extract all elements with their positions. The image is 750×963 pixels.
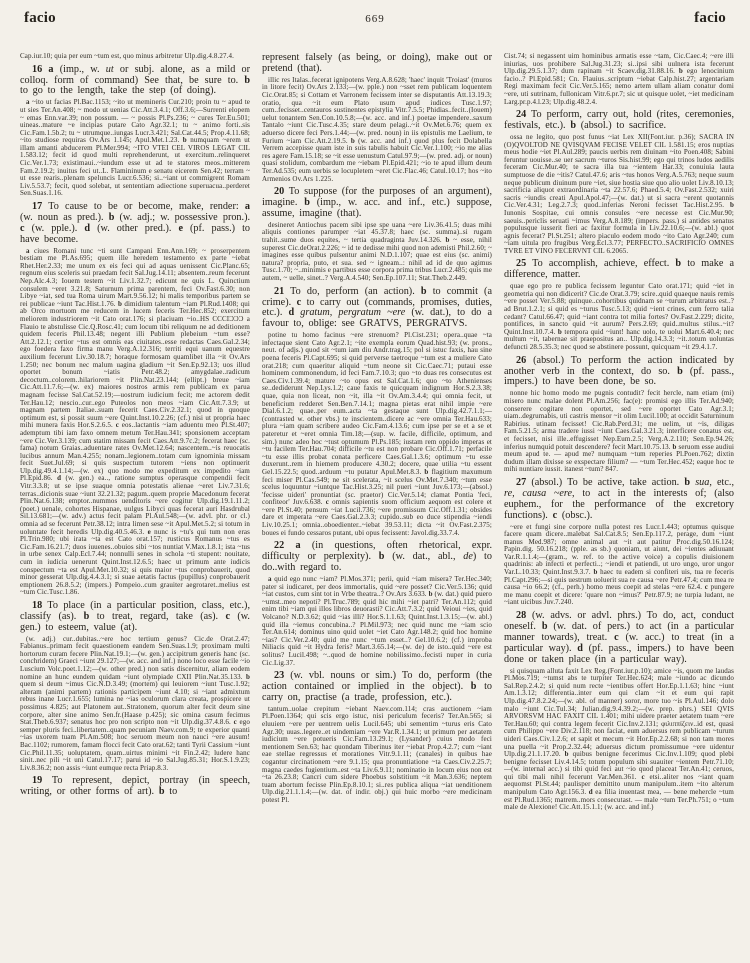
sense-paragraph: 25 To accomplish, achieve, effect. b to make a difference, matter. bbox=[504, 258, 734, 281]
text-columns bbox=[20, 53, 734, 947]
sense-paragraph: 19 To represent, depict, portray (in speech, writing, or other forms of art). b to bbox=[20, 775, 250, 798]
sense-paragraph: 21 To do, perform (an action). b to commit (a crime). c to carry out (commands, promises, duties, etc.). d gratum, pergratum ~ere (w. dat.), to do a favour to, oblige: see GRATVS, PERGRATVS. bbox=[262, 285, 492, 330]
quotation-paragraph: tantum..uolae crepitum ~iebant Naev.com.114; cras auctionem ~iam Pl.Poen.1364; qui scis ergo istuc, nisi periculum feceris? Ter.An.565; si eluuiem ~ere per uentrem uelis Lucil.645; ubi sementim ~turus eris Cato Agr.30; uuas..legere..et uindemiam ~ere Var.R.1.34.1; ut primum per aetatem iudicium ~ere potueris Cic.Fam.13.29.1; (Lysander) cuius modo feci mentionem Sen.63; hac quondam Tiberinus iter ~iebat Prop.4.2.7; cum ~iant eae stellae regressus et morationes Vitr.9.1.11; (canales) in quibus hae cogantur circinationem ~ere 9.1.15; qua pronuntiatione ~ta Caes.Civ.2.25.7; magna caedes fugientium..est ~ta Liv.6.9.11; nominatio in locum eius non est ~ta 26.23.8; Cancri cum sidere Phoebus solstitium ~it Man.3.636; neptem tuam abortum fecisse Plin.Ep.8.10.1; si..res publica aliqua ~iat uenditionem Ulp.dig.21.1.1.4;—(w. dat. of indir. obj.) qui huic morbo ~ere medicinam potest Pl. bbox=[262, 704, 492, 804]
running-head bbox=[24, 10, 726, 27]
sense-paragraph: 26 (absol.) To perform the action indicated by another verb in the context, do so. b (pf. pass., impers.) to have been done, be so. bbox=[504, 354, 734, 388]
quotation-paragraph: illic res Italas..fecerat ignipotens Verg.A.8.628; 'haec' inquit 'Troiast' (muros in litore fecit) Ov.Ars 2.133;—(w. pple.) non ~sset rem publicam loquentem Cic.Orat.85; si Cottam et Varronem fecissem inter se disputantis Att.13.19.3; oratio, qua ~it eum Plato usum apud iudices Tusc.1.97; cum..fecisset..centauros sustinentes epistylia Vitr.7.5.5; Phidias..fecit..(Iouem) uelut tonantem Sen.Con.10.5.8;—(w. acc. and inf.) poetae impendere..saxum Tantalo ~iunt Cic.Tusc.4.35; stare deum pelagi..~it Ov.Met.6.76; quem ex aduerso dicere feci Pers.1.44;—(w. pred. noun) in iis epistulis me Laelium, te Furium ~iam Cic.Att.2.19.5. b (w. acc. and inf.) quod plus fecit Dolabella Verrem accepisse quam iste in suis tabulis habuit Cic.Ver.1.100; ~io me alias res agere Fam.15.18; se ~it esse uenustum Catul.97.9;—(w. pred. adj. or noun) quasi stolidum, combardum me ~iebam Pl.Epid.421; ~io te apud illum deum Ter.Ad.535; eum uerbis se locupletem ~eret Cic.Flac.46; Catul.10.17; hos ~ito Armenios Ov.Ars 1.225. bbox=[262, 75, 492, 183]
page-number: 669 bbox=[365, 13, 385, 25]
sense-paragraph: 22 a (in questions, often rhetorical, expr. difficulty or perplexity). b (w. dat., abl., de) to do..with regard to. bbox=[262, 540, 492, 574]
sense-paragraph: 18 To place (in a particular position, class, etc.), classify (as). b to treat, regard, take (as). c (w. gen.) to esteem, value (at). bbox=[20, 599, 250, 633]
column-1 bbox=[20, 53, 250, 947]
sense-paragraph: 27 (absol.) To be active, take action. b sua, etc., re, causa ~ere, to act in the interests of; (also euphem., for the performance of the excretory functions). c (obsc.). bbox=[504, 476, 734, 521]
quotation-paragraph: a ~ito ut facias Pl.Bac.1153; ~ito ut memineris Cur.210; proin tu ~ apud te ut sies Ter.An.408; ~ modo ut uenias Cic.Att.3.4.1; Off.3.6;—Surrenti elopem ~ emas Enn.var.39; non possum. — ~ possis Pl.Ps.236; ~ cures Ter.Eu.501; uineas..mature ~e incipias putare Cato Agr.32.1; tu ~ animo forti..sis Cic.Fam.1.5b.2; tu ~ utrumque..iungas Lucr.3.421; Sal.Cat.44.5; Prop.4.11.68; ~ito studiose requiras Ov.Ars 1.145; Apul.Met.1.23. b numquam ~erem ut illam amanti abducerem Pl.Mer.994; ~ITO VTEI CEL VIROS LEGAT CIL 1.583.12; fecit id quod multi reprehenderunt, ut exercitum..relinqueret Cic.Ver.1.73; existimaui..~iundum esse ut ad te statores meos..mitterem Fam.2.19.2; inuitus feci ut..L. Flamininum e senatu eicerem Sen.42; terram ~ ut esse rearis..plenam speluncis Lucr.6.536; si..~iant ut commigrent Romam Liv.5.53.7; fecit, quod solebat, ut sententiam adiectione superuacua..perderet Sen.Suas.1.16. bbox=[20, 98, 250, 198]
sense-paragraph: 17 To cause to be or become, make, render: a (w. noun as pred.). b (w. adj.; w. possessive pron.). c (w. pple.). d (w. other pred.). e (pf. pass.) to have become. bbox=[20, 201, 250, 245]
quotation-paragraph: si quisquam alluta faxit Lex Reg.(Font.iur.p.10); amice ~is, quom me laudas Pl.Mos.719; ~tumst abs te turpiter Ter.Hec.624; male ~iundo ac dicundo Sal.Rep.2.4.2; si quid num recte ~ientibus offert Hor.Ep.1.1.63; hinc ~iunt Am.1.3.12; differentia..inter eum qui clam ~it et eum qui rapit Ulp.dig.47.8.2.24;—(w. abl. of manner) soror, more tuo ~is Pl.Aul.146; dolo malo ~iunt Cic.Tul.34; Julian.dig.9.4.39.2;—(w. prep. phrs.) SEI QVIS ARVORSVM HAC FAXIT CIL 1.401; mihi uidere praeter aetatem tuam ~ere Ter.Hau.60; qui contra legem fecerit Cic.Inv.2.131; φιλιππίζειν..id est, quasi cum Philippo ~ere Div.2.118; non faciat, eum aduersus rem publicam ~turum uideri Caes.Civ.1.2.6; et sapit et mecum ~it Hor.Ep.2.2.68; si non tam mores una puella ~it Prop.2.32.44; aduersus dictum promissumue ~ere uidentur Ulp.dig.21.1.17.20. b quibus benigne fecerimus Cic.Inv.1.109; quod plebi benigne fecisset Liv.4.14.5; totum populum sibi suauiter ~ientem Petr.71.10;—(w. internal acc.) si tibi quid feci aut ~io quod placeat Ter.An.41; ceruos, qui tibi mali nihil fecerunt Var.Men.361. c etsi..aliter nos ~iant quam aequomst Pl.St.44; paulisper demittito unum manipulum..item ~ito alterum manipulum Cato Agr.156.3. d ea filia inuentast mea, — bene mehercle ~tum est Pl.Rud.1365; matrem..mors consecutast. — male ~tum Ter.Ph.751; o ~tum male de Alexione! Cic.Att.15.1.1; (w. acc. and inf.) bbox=[504, 666, 734, 812]
sense-paragraph: 23 (w. vbl. nouns or sim.) To do, perform (the action contained or implied in the object). b to carry on, practise (a trade, profession, etc.). bbox=[262, 670, 492, 703]
quotation-paragraph: Cist.74; si negassent uim hominibus armatis esse ~tam, Cic.Caec.4; ~ere illi iniurias, uos prohibere Sal.Jug.31.23; si..ipsi sibi uulnera ista fecerunt Ulp.dig.29.5.1.37; dum rapinam ~it Scaev.dig.31.88.16. b ego lenocinium facio..? Pl.Epid.581; Cn. Flauius..scriptum ~iebat Calp.hist.27; argentariam Regi maximam fecit Cic.Ver.5.165; nemo artem ullam aliam conatur domi ~ere, uti sutrinam, fullonicam Vitr.6.pr.7; sic ut quisque uolet, ~iet medicinam Larg.pr.p.4.l.23; Ulp.dig.48.2.4. bbox=[504, 53, 734, 106]
quotation-paragraph: ~ere et fungi sine corpore nulla potest res Lucr.1.443; optumus quisque facere quam dicere..malebat Sal.Cat.8.5; Sen.Ep.117.2, perage, dum ~iunt manus Med.987; omne animal aut ~it aut patitur Proc.dig.50.16.124; Papin.dig. 50.16.218; (pple. as sb.) quoniam, ut aiunt, dei ~ientes adiuuant Var.R.1.1.4;—(gram., w. ref. to the active voice) a copulis diuisionem quadrinis: ab infecti et perfecti..; ~iendi et patiendi, ut uro ungo, uror ungor Var.L.10.33; Quint.Inst.9.3.7. b haec tu eadem si confiteri uis, tua re feceris Pl.Capt.296;—si quis uestrum uoluerit sua re causa ~ere Petr.47.4; cum mea re causa ~io 66.2; (cf., perh.) homo meus coepit ad stelas ~ere 62.4. c pungere me manu coepit et dicere: 'quare non ~imus?' Petr.87.9; ne turpia ludant, ne ~iant uicibus Juv.7.240. bbox=[504, 522, 734, 607]
quotation-paragraph: a ciues Romani tunc ~ti sunt Campani Enn.Ann.169; ~ proserpentem bestiam me Pl.As.695; quem ille heredem testamento ex parte ~iebat Rhet.Her.2.33; me unum ex eis feci qui ad aquas uenissent Cic.Planc.65; regnum eius sceleris sui praedam fecit Sal.Jug.14.11; absentem..reum fecerunt Nep.Alc.4.3; Iouem testem ~it Liv.1.32.7; edicunt ne quis L. Quinctium consulem ~eret 3.21.8; Saturnum prima parentem, feci Ov.Fast.6.30; non Libye ~iat, sed tua Roma uirum Mart.9.56.12; hi malis temporibus partem se rei publicae ~iunt Tac.Hist.1.76. b dimidium talentum ~iam Pl.Rud.1408; qui ab Orco mortuom me reducem in lucem feceris Ter.Hec.852; exercitum meliorem industriorem ~it Cato orat.176; si placiuam ~io..HS CCCIƆƆƆ a Flauio te abstulisse Cic.Q.Rosc.41; cum locum tibi reliquum ne ad deditionem quidem feceris Phil.13.48; negent illi Publium plebeium ~tum esse? Att.2.12.1; certior ~tus est omnis eas ciuitates..esse redactas Caes.Gal.2.34; ego foedera faxo firma manu Verg.A.12.316; territi equi uanum equestre auxilium fecerunt Liv.30.18.7; horaque formosam quamlibet illa ~it Ov.Ars 1.250; nec bonum nec malum uagina gladium ~it Sen.Ep.92.13; uos illud oportet bonum ~iatis Petr.48.2; amygdalae..radicum decoctum..colorem..hilariorem ~it Plin.Nat.23.144; (ellipt.) breue ~iam Cic.Att.11.7.6;—(w. ex) maiores nostros armis rem publicam ex parua magnam fecisse Sal.Cat.52.19;—uostrum iudicium fecit; me actorem dedit Ter.Hau.12; nescio..cur..ego Puteolos non meos ~iam Cic.Att.7.3.9; ut magnam partem Italiae..suam fecerit Caes.Civ.2.32.1; quod in quoque optimum est, si possit suum ~ere Quint.Inst.10.2.26; (cf.) nisi ut propria haec mihi munera faxis Hor.S.2.6.5. c eos..lactantis ~iam aduentu meo Pl.St.407; ademptum tibi iam faxo omnem metum Ter.Hau.341; sponsionem acceptam ~ere Cic.Ver.3.139; cum statim missam fecit Caes.Att.9.7c.2; fecerat haec (sc. fama) notum Graias..aduentare rates Ov.Met.12.64; nascentem..~is reuocatis lucibus annum Man.4.255; nonam..legionem..totam cum ignominia missam fecit Suet.Jul.69; si quis suspectum tutorem ~iens non optinuerit Ulp.dig.49.4.1.14;—(w. ex) quo modo me expeditum ex impedito ~iam Pl.Epid.86. d (w. gen.) ea.., ratione sumptus operasque compendii fecit Vitr.3.3.8; ut se ipse suaque omnia potestatis alienae ~eret Liv.7.31.6; terras..dicionis suae ~iunt 32.21.32; pagum..quem proprie Macedonum fecerat Plin.Nat.6.138; emptor..nummos uenditoris ~ere cogitur Ulp.dig.19.1.11.2; (poet.) uenale, cohortes Hispanae, uulgus Libyci quas fecerat auri Hasdrubal Sil.13.681;—(w. adv.) actus fecit palam Pl.Aul.548;—(w. advl. phr. or cl.) omnia ad se fecerunt Petr.38.12; intra limen sese ~it Apul.Met.5.2; si totum in uoluntate fecit heredis Ulp.dig.40.5.46.3. e nunc is ~tu's qui tum non eras Pl.Trin.980; ubi irata ~ta est Cato orat.157; rusticus Romanus ~tus es Cic.Fam.16.21.7; duos iuuenes..obuios sibi ~tos nuntiat V.Max.1.8.1; ista ~tus in urbe senex Calp.Ecl.7.44; nonnulli senes in schola ~ti stupent: nouitate, cum in iudicia uenerunt Quint.Inst.12.6.5; haec ut primum ante iudicis conspectum ~ta est Apul.Met.10.32; si quis maior ~tus conprobauerit, quod minor gesserat Ulp.dig.4.4.3.1; si suae aetatis factus (pupillus) conprobauerit emptionem 26.8.5.2; (impers.) Pompeio..cum grauiter aegrotaret..melius est ~tum Cic.Tusc.1.86. bbox=[20, 246, 250, 597]
headword-right: facio bbox=[694, 10, 726, 26]
quotation-paragraph: ossa ne legito, quo post funus ~iat Lex XII(Font.iur. p.36); SACRA IN (O)QVOLTOD NE QVISQVAM FECISE VELET CIL 1.581.15; eros nuptias meus hodie ~iet Pl.Aul.289; paucis uerbis rem diuinam ~ito Poen.408; Sabini feruntur uouisse..se uer sacrum ~turos Sis.hist.99; ego qui trinos ludos aedilis feceram Cic.Mur.40; te sacra illa tua ~ientem Har.33; conuiuia lauta sumptuose de die ~itis? Catul.47.6; aris ~tus honos Verg.A.5.763; neque suum neque publicum diuinum pure ~iet, siue hostia siue quo alio uolet Liv.8.10.13; sacrificia aliquot extraordinaria ~ta 22.57.6; Phaed.5.4; Ov.Fast.2.532; xuiri sacris ~iundis creati Apul.Apol.47;—(w. dat.) ut si sacra ~erent quotannis Cic.Ver.4.31; Leg.2.7.3; quod..inferias Neroni fecisset Tac.Hist.2.95. b Iunonis Sospitae, cui omnis consules ~ere necesse est Cic.Mur.90; saeuis..periclis seruati ~imus Verg.A.8.189; (impers. pass.) si antides senatus populusque iusserit fieri ac faxitur formula in Liv.22.10.6;—(w. abl.) quot agnis fecerat? Pl.St.251; altero piaculo eodem modo ~ito Cato Agr.240; cum ~iam uitula pro frugibus Verg.Ecl.3.77; PERFECTO..SACRIFICIO OMNES TVRE ET VINO FECERVNT CIL 6.2065. bbox=[504, 132, 734, 255]
quotation-paragraph: desineret Antiochus pacem sibi ipse spe uana ~ere Liv.36.41.5; duas mihi aliquis contiones parumper ~iat 45.37.8; haec (sc. summa)..si rugam trahit..sume duos equites, ~ tertia quadraginta Juv.14.326. b ~ esse, nihil superest Cic.deOrat.2.226; ~ id te dedisse mihi quod non ademisti Phil.2.60; ~ imagines esse quibus pulsentur animi N.D.1.107; quae est eius (sc. animi) natura? propria, puto, et sua. sed ~ igneam..: nihil ad id de quo agimus Tusc.1.70; ~..minimis e partibus esse corpora prima tribus Lucr.2.485; quis me autem, ~ uelle, sinet..? Verg.A.4.540; Sen.Ep.107.11; Stat.Theb.2.449. bbox=[262, 220, 492, 282]
sense-paragraph: 28 (w. advs. or advl. phrs.) To do, act, conduct oneself. b (w. dat. of pers.) to act (in a particular manner towards), treat. c (w. acc.) to treat (in a particular way). d (pf. pass., impers.) to have been done or taken place (in a particular way). bbox=[504, 610, 734, 665]
quotation-paragraph: quae ego pro re publica fecissem leguntur Cato orat.171; quid ~iet in geometria qui non didicerit? Cic.de Orat.3.79; scire..quid quaeque nauis remis ~ere posset Ver.5.88; quinque..cohortibus quidnam se ~turum arbitratus est..? ad Brut.1.2.1; si quid es ~turus Tusc.5.13; quid ~ient crines, cum ferro talia cedant? Catul.66.47; quid ~iant contra tot milia fortes? Ov.Fast.2.229; dicite, pontifices, in sancto quid ~it aurum? Pers.2.69; quid..multus stilus..~it? Quint.Inst.10.7.4. b tempora quid ~iunt! hanc uolo, te uolui Mart.6.40.4; nec multum ~it, tabernae sit praepositus an.. Ulp.dig.14.3.3; ~it..totum uoluntas defuncti 28.5.35.3; nec quod se abstinere possunt, quicquam ~it 29.4.1.7. bbox=[504, 282, 734, 352]
sense-paragraph: 20 To suppose (for the purposes of an argument), imagine. b (imp., w. acc. and inf., etc.) suppose, assume, imagine (that). bbox=[262, 186, 492, 219]
column-3 bbox=[504, 53, 734, 947]
column-2 bbox=[262, 53, 492, 947]
quotation-paragraph: a quid ego nunc ~iam? Pl.Mos.371; perii, quid ~iam misera? Ter.Hec.340; pater si iudicaret, per deos immortalis, quid ~ere posset? Cic.Ver.5.136; quid ~iat custos, cum sint tot in Vrbe theatra..? Ov.Ars 3.633. b (w. dat.) quid puero ~umst..meo nepoti? Pl.Truc.789; quid hic mihi ~iet patri? Ter.An.112; quid enim tibi ~iam qui illos libros deuorasti? Cic.Att.7.3.2; quid Veioui ~ies, quid Volcano? N.D.3.62; quid ~ias illi? Hor.S.1.1.63; Quint.Inst.1.3.15;—(w. abl.) quid illa ~iemus concubina..? Pl.Mil.973; nec quid nunc me ~iam scio Ter.An.614; dominus uino quid uolet ~iet Cato Agr.148.2; quid hoc homine ~ias? Cic.Ver.2.40; quid me nunc ~tum esset..? Gel.10.6.2; (cf.) improba Niliacis quid ~it Hydra feris? Mart.3.65.14;—(w. de) de isto..quid ~ere est solitus? Lucil.498; ~..quod de homine nobilissimo..fecisti nuper in curia Cic.Lig.37. bbox=[262, 574, 492, 667]
headword-left: facio bbox=[24, 10, 56, 26]
quotation-paragraph: potine tu homo facinus ~ere strenuom? Pl.Cist.231; opera..quae ~ta infectaque sient Cato Agr.2.1; ~ite exempla eorum Quad.hist.93; (w. prons., neut. of adjs.) quod sit ~tum iam diu Andr.trag.15; pol si istuc faxis, hau sine poena feceris Pl.Capt.695; si quid perverse taetroque ~tum est a muliere Cato orat.218; cum quaeritur aliquid ~tum neone sit Cic.Caec.71; putaui esse hominem commonendum, id feci Fam.7.10.3; quo ~to duas res consecutus est Caes.Civ.1.39.4; mature ~to opus est Sal.Cat.1.6; quo ~to Athenienses se..dediderunt Nep.Lys.1.2; caue faxis te quicquam indignum Hor.S.2.3.38; quae, quia non liceat, non ~it, illa ~it Ov.Am.3.4.4; qui omnia fecit, ut beneficium redderet Sen.Ben.7.14.1; magna pietas erat nihil impie ~ere Dial.6.1.2; quae..per eum..acta ~ta gestaque sunt Ulp.dig.42.7.1.1;—(contrasted w. other vbs.) te inscientem..dicere ac ~ere omnia Ter.Hau.633; plura ~iam quam scribere audeo Cic.Fam.4.13.6; cum ipse per se et a se et pateretur et ~eret omnia Tim.18;—(sup. w. facile, difficile, optimum, and sim.) nunc adeo hoc ~tust optumum Pl.Ps.185; iustam rem oppido imperas et ~tu facilem Ter.Hau.704; difficile ~tu est non probare Cic.Off.1.71; perfacile ~tu esse illis probat conata perficere Caes.Gal.1.3.6; optimum ~tu esse duxerunt..rem in hiemem producere 4.30.2; docere, quae utilia ~tu essent Gel.15.22.5; quod..arduum ~tu putatur Apul.Met.8.3. b flagitium maxumum feci miser Pl.Cas.549; ne sit scelerata, ~it scelus Ov.Met.7.340; ~tum esse scelus loquuntur ~iuntque Tac.Hist.3.25; nil pueri ~iunt Juv.6.173;—(absol.) 'fecisse uideri' pronuntiat (sc. praetor) Cic.Ver.5.14; clamat Pontia 'feci, confiteor' Juv.6.638. c omnis sapientis suom officium aequom est colere et ~ere Pl.St.40; pensum ~iat Lucil.736; ~ere promissum Cic.Off.1.31; obsides dare et imperata ~ere Caes.Gal.2.3.3; cupido..sub eo duce stipendia ~iendi Liv.10.25.1; omnia..oboedienter..~iebat 39.53.11; dicta ~it Ov.Fast.2.375; boues ei fundo cessaros putant, ubi opus fecissent: Javol.dig.33.7.4. bbox=[262, 331, 492, 537]
quotation-paragraph: nonne hic homo modo me pugnis contudit? fecit hercle, nam etiam (mi) misero nunc malae dolent Pl.Am.256; fac(e): promisi ego illis Ter.Ad.940; conserere cogitare non oportet, sed ~ere oportet Cato Agr.3.1; uiam..degrumabis, uti castris mensor ~it olim Lucil.100; at occidit Saturninum Rabirius. utinam fecisset! Cic.Rab.Perd.31; me uelim, ut ~is, diligas Fam.5.21.5; arma tradere iussi ~iunt Caes.Gal.3.21.3; interficere conatus est, et fecisset, nisi ille..effugisset Nep.Eum.2.5; Verg.A.2.110; Sen.Ep.94.26; inferius numquid potuit descendere? fecit Mart.10.75.13. b seruom esse audiui meum apud te. — apud me? numquam ~tum reperies Pl.Poen.762; dixtin dudum illam dixisse se exspectare filium? — ~tum Ter.Hec.452; eaque hoc te mihi nuntiare iussit. itanest ~tum? 847. bbox=[504, 389, 734, 474]
quotation-paragraph: Cap.iur.10; quia per eum ~tum est, quo minus arbitretur Ulp.dig.4.8.27.4. bbox=[20, 53, 234, 60]
sense-paragraph: 16 a (imp., w. ut or subj. alone, as a mild or colloq. form of command) See that, be sure to. b to go to the length, take the step (of doing). bbox=[20, 63, 250, 97]
quotation-paragraph: (w. adj.) cur..dubitas..~ere hoc tertium genus? Cic.de Orat.2.47; Fabianus..primam fecit quaestionem eandem Sen.Suas.1.9; proximam multi hortorum curam fecere Plin.Nat.19.1;—(w. gen.) accipitrum generis hanc (sc. conchridem) Graeci ~iunt 29.127;—(w. acc. and inf.) nono loco esse facile ~io Luscium Volc.poet.1.12;—(w. other pred.) non satis discernitur, aliam eodem nomine an hunc eundem quidam ~iunt olympiade CXII Plin.Nat.35.133. b quem si deum ~imus Cic.N.D.3.49; (mortem) qui leuiorem ~iunt Tusc.1.92; alteram (animi partem) rationis participem ~iunt 4.10; si ~iant admixtum rebus inane Lucr.1.655; lumina ne ~ias oculorum clara creata, prospicere ut possimus 4.825; aut Platonem aut..Stratonem, quorum alter fecit deum sine corpore, alter sine animo Sen.fr.(Haase p.425); sic omina casum fecimus Stat.Theb.6.937; senatus hoc pro non scripto non ~it Ulp.dig.37.4.8.6. c ego semper pluris feci..libertatem..quam pecuniam Naev.com.9; te experior quanti ~ias uxorem tuam Pl.Am.508; hoc seruom meum non nauci ~ere ausum! Bac.1102; rumorem, famam flocci fecit Cato orat.62; tanti Tyrii Cassium ~iunt Cic.Phil.11.35; uoluptatem, quam..uirtus minimi ~it Fin.2.42; ludere hanc sinit..nec pili ~it uni Catul.17.17; parui id ~io Sal.Jug.85.31; Hor.S.1.9.23; Liv.8.36.2; non assis ~iunt eumque recta Priap.8.3. bbox=[20, 634, 250, 772]
sense-paragraph: 24 To perform, carry out, hold (rites, ceremonies, festivals, etc.). b (absol.) to sacrifice. bbox=[504, 109, 734, 132]
sense-paragraph: represent falsely (as being, or doing), make out or pretend (that). bbox=[262, 53, 492, 74]
